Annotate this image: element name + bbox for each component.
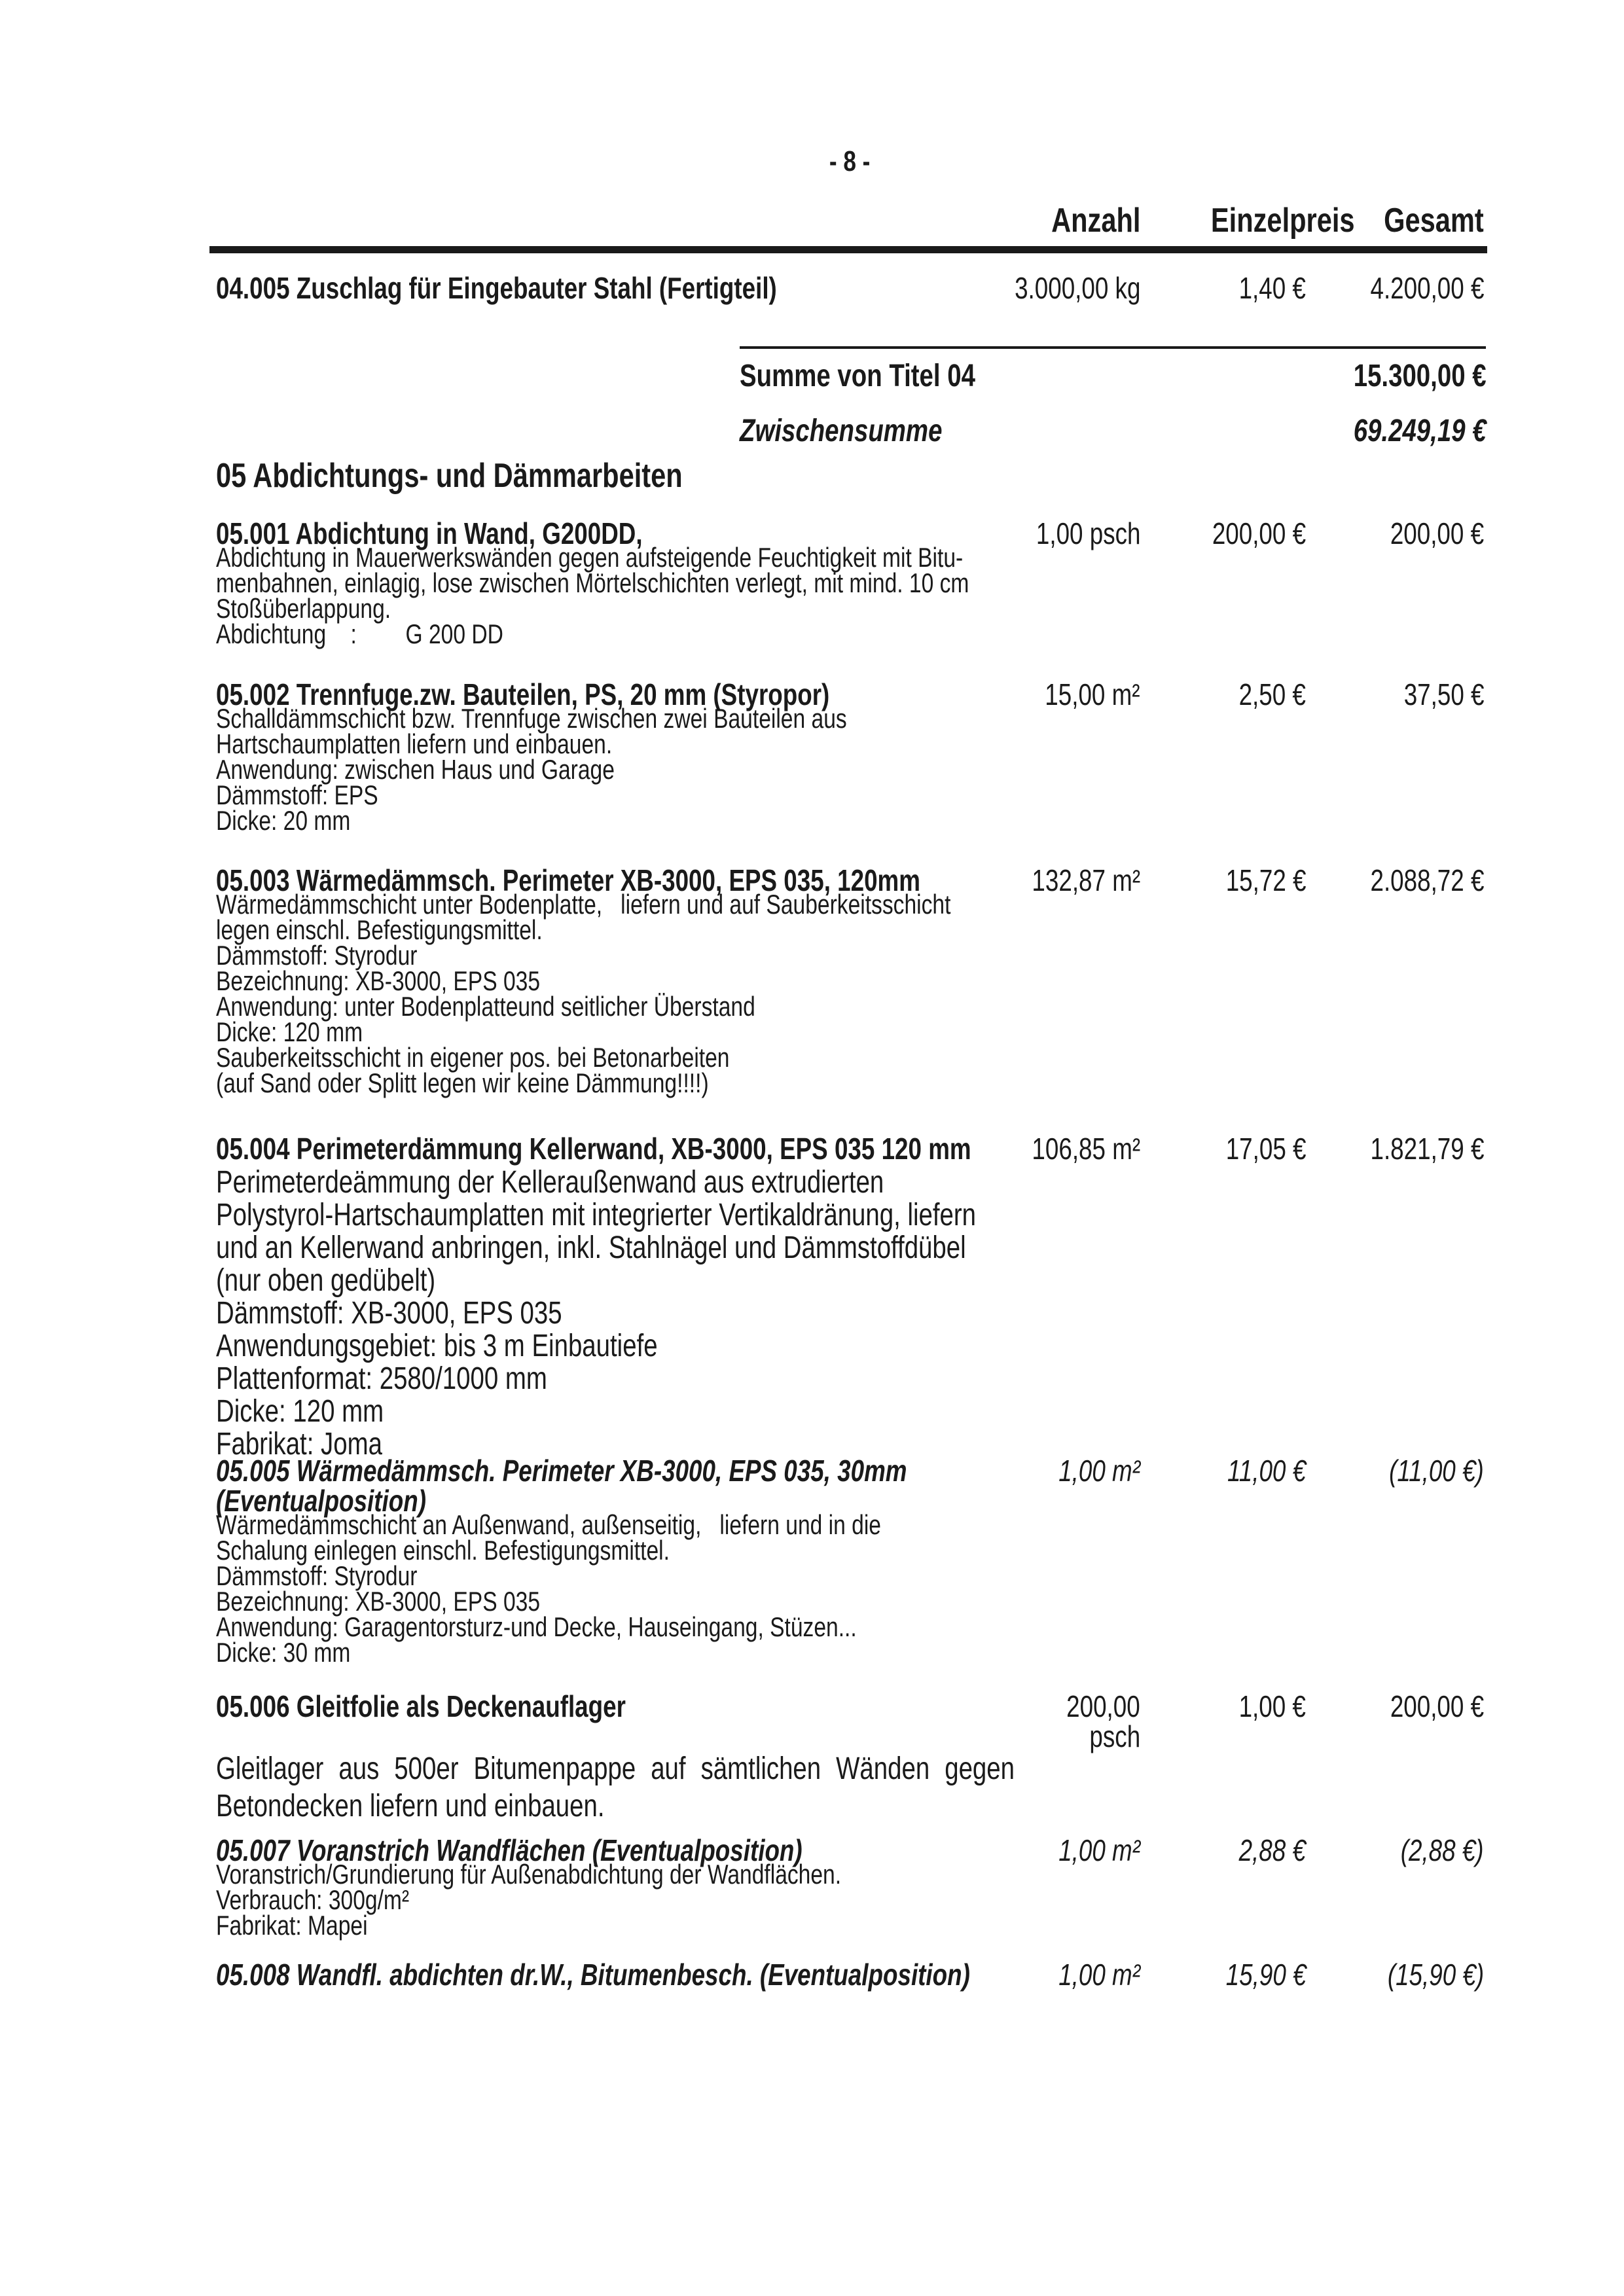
item-code-title: 05.002 Trennfuge.zw. Bauteilen, PS, 20 mm (Styropor) <box>216 677 830 711</box>
subtotal-label: Zwischensumme <box>740 414 943 448</box>
section-heading-row <box>216 458 1484 493</box>
column-header-anzahl-cell <box>878 202 1140 240</box>
item-quantity: 1,00 m² <box>1058 1454 1140 1488</box>
item-description-line: Fabrikat: Joma <box>216 1427 382 1462</box>
item-unit-price: 17,05 € <box>1225 1132 1306 1166</box>
item-description <box>216 1859 1119 1941</box>
item-total: 200,00 € <box>1390 516 1484 550</box>
item-description-line: menbahnen, einlagig, lose zwischen Mörtelschichten verlegt, mit mind. 10 cm <box>216 567 969 598</box>
item-description-line: Abdichtung in Mauerwerkswänden gegen aufsteigende Feuchtigkeit mit Bitu- <box>216 542 964 573</box>
item-total: 37,50 € <box>1403 677 1484 711</box>
item-code-title: 05.003 Wärmedämmsch. Perimeter XB-3000, EPS 035, 120mm <box>216 863 920 897</box>
item-total-cell <box>1320 1691 1484 1721</box>
item-code-title: 05.008 Wandfl. abdichten dr.W., Bitumenbesch. (Eventualposition) <box>216 1958 970 1992</box>
item-quantity: 3.000,00 kg <box>1014 271 1140 305</box>
subtotal-value-cell <box>1320 414 1487 448</box>
item-quantity-cell <box>878 1691 1140 1751</box>
subtotal-value: 69.249,19 € <box>1353 414 1487 448</box>
item-code-title: 05.007 Voranstrich Wandflächen (Eventualposition) <box>216 1833 803 1867</box>
item-unit-price-cell <box>1175 679 1306 709</box>
item-unit-price-cell <box>1175 1456 1306 1486</box>
item-description <box>216 542 1119 649</box>
item-unit-price-cell <box>1175 273 1306 303</box>
item-unit-price: 11,00 € <box>1227 1454 1306 1488</box>
item-description <box>216 1166 1119 1461</box>
item-description-line: und an Kellerwand anbringen, inkl. Stahlnägel und Dämmstoffdübel <box>216 1230 966 1265</box>
column-header-gesamt-cell <box>1320 202 1484 240</box>
item-description <box>216 1509 1119 1668</box>
item-code-title: (Eventualposition) <box>216 1484 426 1518</box>
item-quantity: 200,00 <box>1066 1689 1140 1723</box>
item-description-line: Voranstrich/Grundierung für Außenabdichtung der Wandflächen. <box>216 1859 842 1890</box>
item-unit-price: 1,00 € <box>1238 1689 1306 1723</box>
item-quantity: 15,00 m² <box>1045 677 1140 711</box>
column-header-gesamt: Gesamt <box>1384 202 1484 240</box>
item-total: 200,00 € <box>1390 1689 1484 1723</box>
item-unit-price-cell <box>1175 1691 1306 1721</box>
item-total: 4.200,00 € <box>1370 271 1484 305</box>
item-total: (11,00 €) <box>1389 1454 1484 1488</box>
item-description-line: Dämmstoff: EPS <box>216 780 378 810</box>
item-description <box>216 1750 1119 1825</box>
item-quantity-cell <box>878 1134 1140 1164</box>
item-unit-price: 1,40 € <box>1238 271 1306 305</box>
item-description-line: Dicke: 120 mm <box>216 1394 384 1429</box>
item-description-line: Anwendung: zwischen Haus und Garage <box>216 754 615 785</box>
item-total-cell <box>1320 1835 1484 1865</box>
item-total: (2,88 €) <box>1401 1833 1484 1867</box>
item-quantity: 1,00 m² <box>1058 1958 1140 1992</box>
item-description-line: Verbrauch: 300g/m² <box>216 1884 410 1915</box>
title-sum-label: Summe von Titel 04 <box>740 359 975 393</box>
item-total: (15,90 €) <box>1387 1958 1484 1992</box>
section-heading: 05 Abdichtungs- und Dämmarbeiten <box>216 457 683 495</box>
item-description <box>216 891 1119 1096</box>
item-description-line: Polystyrol-Hartschaumplatten mit integrierter Vertikaldränung, liefern <box>216 1198 977 1232</box>
item-description-line: Gleitlager aus 500er Bitumenpappe auf sämtlichen Wänden gegen <box>216 1751 1015 1786</box>
item-code-title: 05.006 Gleitfolie als Deckenauflager <box>216 1689 626 1723</box>
item-description-line: Schalung einlegen einschl. Befestigungsmittel. <box>216 1535 670 1566</box>
item-total-cell <box>1320 518 1484 548</box>
item-quantity: 1,00 m² <box>1058 1833 1140 1867</box>
item-description-line: Anwendung: unter Bodenplatteund seitlicher Überstand <box>216 991 755 1022</box>
item-description-line: Hartschaumplatten liefern und einbauen. <box>216 728 613 759</box>
item-description-line: Stoßüberlappung. <box>216 593 391 624</box>
item-total-cell <box>1320 679 1484 709</box>
item-description-line: Plattenformat: 2580/1000 mm <box>216 1361 547 1396</box>
item-description-line: Anwendung: Garagentorsturz-und Decke, Hauseingang, Stüzen... <box>216 1611 857 1642</box>
item-unit-price-cell <box>1175 865 1306 895</box>
item-unit-price: 2,88 € <box>1238 1833 1306 1867</box>
item-description-line: Dicke: 120 mm <box>216 1016 363 1047</box>
item-unit-price: 15,72 € <box>1225 863 1306 897</box>
item-unit-price-cell <box>1175 518 1306 548</box>
item-description-line: (nur oben gedübelt) <box>216 1263 436 1298</box>
item-total-cell <box>1320 1134 1484 1164</box>
item-description-line: Wärmedämmschicht an Außenwand, außenseitig, liefern und in die <box>216 1509 881 1540</box>
item-description-line: Bezeichnung: XB-3000, EPS 035 <box>216 1586 541 1617</box>
item-code-title: 05.005 Wärmedämmsch. Perimeter XB-3000, EPS 035, 30mm <box>216 1454 907 1488</box>
item-unit-price: 2,50 € <box>1238 677 1306 711</box>
summary-rule <box>740 346 1486 349</box>
item-description-line: Fabrikat: Mapei <box>216 1910 368 1941</box>
column-header-einzelpreis-cell <box>1175 202 1355 240</box>
item-description-line: Sauberkeitsschicht in eigener pos. bei Betonarbeiten <box>216 1042 730 1073</box>
item-unit-price: 15,90 € <box>1225 1958 1306 1992</box>
title-sum-value: 15.300,00 € <box>1353 359 1487 393</box>
column-header-einzelpreis: Einzelpreis <box>1210 202 1355 240</box>
item-description-line: Wärmedämmschicht unter Bodenplatte, liefern und auf Sauberkeitsschicht <box>216 889 951 920</box>
column-header-anzahl: Anzahl <box>1051 202 1140 240</box>
item-code-title: 05.004 Perimeterdämmung Kellerwand, XB-3000, EPS 035 120 mm <box>216 1132 971 1166</box>
item-description-line: Dämmstoff: Styrodur <box>216 1560 418 1591</box>
page-number: - 8 - <box>829 145 871 177</box>
item-description-line: (auf Sand oder Splitt legen wir keine Dämmung!!!!) <box>216 1067 709 1098</box>
item-quantity: 1,00 psch <box>1036 516 1140 550</box>
item-total-cell <box>1320 865 1484 895</box>
item-unit-price: 200,00 € <box>1212 516 1306 550</box>
item-description-line: Dicke: 20 mm <box>216 805 351 836</box>
item-total: 1.821,79 € <box>1370 1132 1484 1166</box>
item-total-cell <box>1320 1960 1484 1990</box>
table-header-rule <box>209 246 1487 253</box>
item-description-line: legen einschl. Befestigungsmittel. <box>216 914 543 945</box>
item-description-line: Betondecken liefern und einbauen. <box>216 1789 605 1823</box>
page-number-row <box>216 145 1484 178</box>
item-description-line: Dämmstoff: Styrodur <box>216 940 418 971</box>
item-description-line: Schalldämmschicht bzw. Trennfuge zwischen zwei Bauteilen aus <box>216 703 847 734</box>
title-sum-label-cell <box>740 360 1034 393</box>
item-description-line: Abdichtung : G 200 DD <box>216 619 503 649</box>
item-description-line: Anwendungsgebiet: bis 3 m Einbautiefe <box>216 1329 658 1363</box>
subtotal-label-cell <box>740 415 993 448</box>
title-sum-value-cell <box>1320 359 1487 393</box>
item-total-cell <box>1320 273 1484 303</box>
item-description-line: Dämmstoff: XB-3000, EPS 035 <box>216 1296 562 1331</box>
item-unit-price-cell <box>1175 1960 1306 1990</box>
item-unit-price-cell <box>1175 1134 1306 1164</box>
item-code-title: 05.001 Abdichtung in Wand, G200DD, <box>216 516 643 550</box>
item-description-line: Dicke: 30 mm <box>216 1637 351 1668</box>
item-unit-price-cell <box>1175 1835 1306 1865</box>
item-description-line: Bezeichnung: XB-3000, EPS 035 <box>216 965 541 996</box>
item-quantity: psch <box>1089 1719 1140 1753</box>
item-quantity-cell <box>878 1456 1140 1486</box>
item-description-line: Perimeterdeämmung der Kelleraußenwand aus extrudierten <box>216 1165 884 1200</box>
item-quantity-cell <box>878 273 1140 303</box>
item-total-cell <box>1320 1456 1484 1486</box>
item-code-title: 04.005 Zuschlag für Eingebauter Stahl (Fertigteil) <box>216 271 777 305</box>
item-quantity-cell <box>878 1960 1140 1990</box>
item-quantity: 106,85 m² <box>1032 1132 1140 1166</box>
item-total: 2.088,72 € <box>1370 863 1484 897</box>
item-quantity: 132,87 m² <box>1032 863 1140 897</box>
item-description <box>216 703 1119 836</box>
